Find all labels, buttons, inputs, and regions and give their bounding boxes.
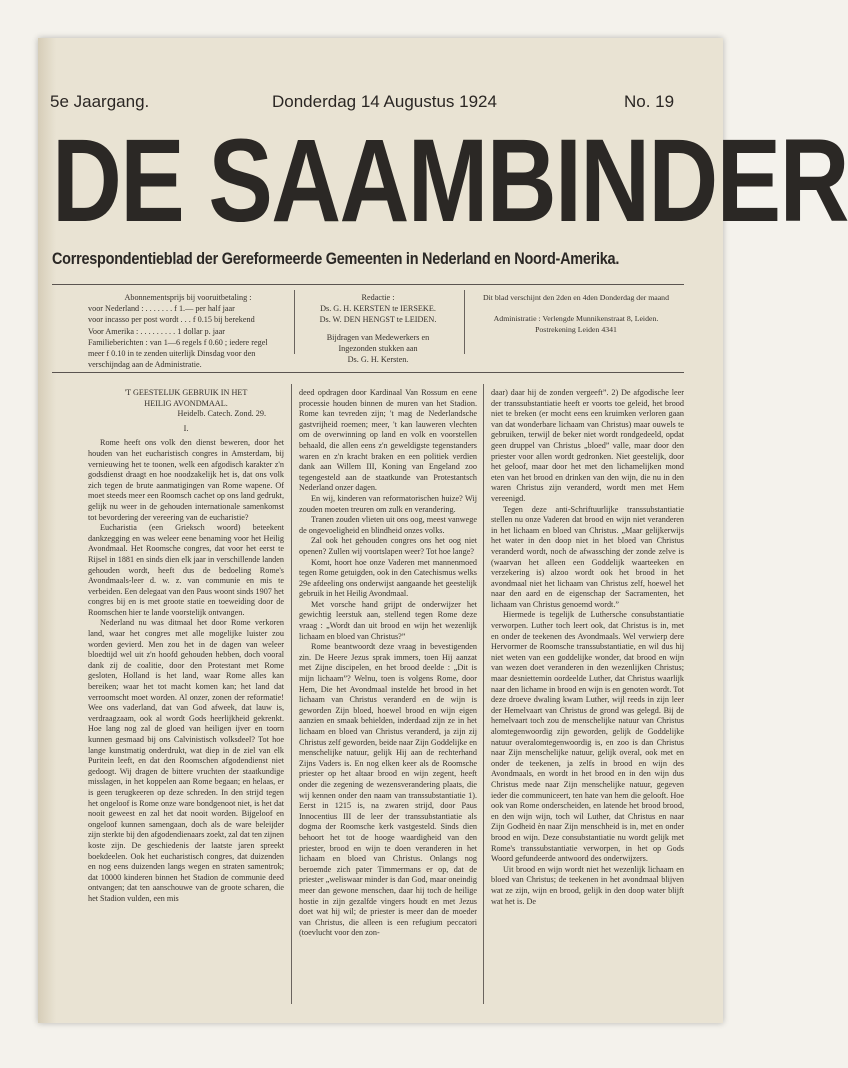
middle-rule — [52, 372, 684, 373]
subscription-box — [88, 292, 288, 370]
paragraph: daar) daar hij de zonden vergeeft”. 2) De afgodische leer der transsubstantiatie heeft er voorts toe geleid, het brood niet te breken (er mocht eens een kruimken verloren gaan van dat wonderbare lichaam van Christus) maar ouwels te gebruiken, terwijl de beker niet wordt rondgedeeld, opdat geen druppel van Christus „bloed” valle, maar door den priester voor allen wordt gedronken. Niet geestelijk, door het geloof, maar door het met den lichamelijken mond eten van het brood en drinken van den wijn, die nu in den waren Christus zijn veranderd, wordt men met Hem vereenigd. — [491, 388, 684, 503]
column-divider — [483, 384, 484, 1004]
subscription-line: voor Nederland : . . . . . . . f 1.— per half jaar — [88, 304, 235, 314]
paragraph: Eucharistia (een Grieksch woord) beteekent dankzegging en was weleer eene benaming voor het Heilig Avondmaal. Het Roomsche congres, dat voor het eerst te Rijsel in 1881 en sinds dien elk jaar in verschillende landen gehouden wordt, heeft dus de bedoeling Rome's Avondmaals-leer d. w. z. van communie en mis te verbeiden. Een delegaat van den Paus woont sinds 1907 het congres bij en is met groote statie en toeweiding door de Roomschen hier te lande voorstelijk ontvangen. — [88, 523, 284, 617]
publication-line: Postrekening Leiden 4341 — [535, 325, 617, 335]
subscription-line: meer f 0.10 in te zenden uiterlijk Dinsdag voor den — [88, 349, 256, 359]
paragraph: Zal ook het gehouden congres ons het oog niet openen? Zullen wij voortslapen weer? Tot hoe lange? — [299, 536, 477, 556]
subscription-line: voor incasso per post wordt . . . f 0.15 bij berekend — [88, 315, 255, 325]
paragraph: Tranen zouden vlieten uit ons oog, meest vanwege de ongevoeligheid en blindheid onzes volks. — [299, 515, 477, 535]
paragraph: En wij, kinderen van reformatorischen huize? Wij zouden moeten treuren om zulk en verandering. — [299, 493, 477, 514]
contrib-line: Ds. G. H. Kersten. — [347, 355, 409, 365]
paragraph: Nederland nu was ditmaal het door Rome verkoren land, waar het congres met alle mogelijke luister zou worden gevierd. Men zou het in de dagen van weleer bloedtijd wel uit z'n hoofd gehouden hebben, doch vooral dank zij de coalitie, door den Protestant met Rome gesloten, Holland is het land, waar Rome alles kan bereiken; waar het tot macht komen kan; het land dat verroomscht moet worden. Al onzer, zonen der reformatie! Wee ons vaderland, dat van God afweek, dat lauw is, verdraagzaam, ook al wordt Gods heerlijkheid gekrenkt. Hoe lang nog zal de gloed van heiligen ijver en toorn kunnen gesmaad bij ons Calvinistisch volksdeel? Tot hoe lange kunstmatig onderdrukt, wat diep in de ziel van elk Puritein leeft, en dat den Roomschen afgodendienst niet gedoogt. Wij dragen de bittere vruchten der staatkundige misslagen, in het koppelen aan Rome begaan; en helaas, er is geen terugkeeren op deze schreden. In den strijd tegen het ongeloof is Rome onze ware bondgenoot niet, is het dat nooit geweest en zal het dat nooit worden. Bijgeloof en ongeloof kunnen samengaan, doch als de ware beleijder zijn sterkte bij den afgodendienaars zoekt, zal dat ten zijnen koste zijn. De geschiedenis der laatste jaren spreekt boekdeelen. Ook het eucharistisch congres, dat duizenden en nog eens duizenden langs wegen en straten samentrok; dat 10000 kinderen binnen het Stadion de communie deed ontvangen; dat ten aanschouwe van de groote scharen, die het Stadion vulden, een mis — [88, 618, 284, 903]
issue-date: Donderdag 14 Augustus 1924 — [272, 92, 497, 111]
masthead-title: DE SAAMBINDER — [52, 115, 848, 247]
column-divider — [291, 384, 292, 1004]
subscription-line: Familieberichten : van 1—6 regels f 0.60 ; iedere regel — [88, 337, 268, 347]
article-title: HEILIG AVONDMAAL. — [144, 398, 228, 408]
info-divider — [464, 290, 465, 354]
contrib-line: Ingezonden stukken aan — [338, 343, 418, 353]
subscription-heading: Abonnementsprijs bij vooruitbetaling : — [124, 293, 252, 302]
paragraph: deed opdragen door Kardinaal Van Rossum en eene processie houden binnen de muren van het Stadion. Rome kan tevreden zijn; 't mag de Nederlandsche gastvrijheid roemen; meer, 't kan lauweren vlechten om de overwinning op land en volk en voorstellen behaald, die allen eens z'n geweldigste tegenstanders waren en z'n kracht braken en een politiek verdien dank aan Willem III, Koning van Engeland zoo tegengesteld aan de staatkunde van Protestantsch Nederland onzer dagen. — [299, 388, 477, 493]
paragraph: Komt, hoort hoe onze Vaderen met mannenmoed tegen Rome getuigden, ook in den Catechismus welks 29e afdeeling ons onderwijst aangaande het geestelijk gebruik in het Heilig Avondmaal. — [299, 557, 477, 599]
subscription-line: verschijndag aan de Administratie. — [88, 360, 202, 370]
issue-number: No. 19 — [624, 92, 675, 111]
article-title: 'T GEESTELIJK GEBRUIK IN HET — [124, 388, 248, 397]
paragraph: Tegen deze anti-Schriftuurlijke transsubstantiatie stellen nu onze Vaderen dat brood en wijn niet veranderen in het lichaam en bloed van Christus. „Maar gelijkerwijs het water in den doop niet in het bloed van Christus veranderd wordt, noch de afwassching der zonde zelve is (waarvan het alleen een Goddelijk waarteeken en verzekering is) alzoo wordt ook het brood in het avondmaal niet het lichaam van Christus zelf, hoewel het naar den aard en de eigenschap der Sacramenten, het lichaam van Christus genoemd wordt.” — [491, 504, 684, 609]
paragraph: Rome heeft ons volk den dienst beweren, door het houden van het eucharistisch congres in Amsterdam, bij vernieuwing het te toonen, welk een afgodisch karakter z'n godsdienst draagt en hoe noodzakelijk het is, dat ons volk zich tegen de brute aanmatigingen van Rome wapene. Of moet steeds meer een Roomsch cachet op ons land gedrukt, gelijk nu weer in de gehouden internationale samenkomst tot bevordering der vereering van de eucharistie? — [88, 438, 284, 522]
subscription-line: Voor Amerika : . . . . . . . . . 1 dollar p. jaar — [88, 326, 225, 336]
article-column-1 — [88, 388, 284, 1003]
editors-heading: Redactie : — [361, 293, 395, 302]
paragraph: Uit brood en wijn wordt niet het wezenlijk lichaam en bloed van Christus; de teekenen in het avondmaal blijven wat ze zijn, wijn en brood, gelijk in den doop water blijft wat het is. De — [491, 864, 684, 906]
info-divider — [294, 290, 295, 354]
publication-line: Administratie : Verlengde Munnikenstraat 8, Leiden. — [493, 314, 659, 324]
publication-line: Dit blad verschijnt den 2den en 4den Donderdag der maand — [483, 293, 669, 302]
editor-line: Ds. W. DEN HENGST te LEIDEN. — [319, 315, 437, 325]
top-rule — [52, 284, 684, 285]
paragraph: Met vorsche hand grijpt de onderwijzer het gewichtig leerstuk aan, stellend tegen Rome deze vraag : „Wordt dan uit brood en wijn het wezenlijk lichaam en bloed van Christus?” — [299, 599, 477, 641]
article-section: I. — [183, 423, 189, 433]
paragraph: Rome beantwoordt deze vraag in bevestigenden zin. De Heere Jezus sprak immers, toen Hij aanzat met Zijne discipelen, en het brood deelde : „Dit is mijn lichaam”? Welnu, toen is volgens Rome, door Hem, Die het Avondmaal instelde het brood in het lichaam van Christus veranderd en de wijn is geworden Zijn bloed, hoewel brood en wijn eigen aanzien en smaak behielden, inderdaad zijn ze in het lichaam en bloed van Christus veranderd, ja zijn zij Christus zelf geworden, beide naar Zijn Goddelijke en menschelijke natuur, gelijk Hij aan de rechterhand Zijns Vaders is. En nog elken keer als de Roomsche priester op het altaar brood en wijn zegent, heeft onder die zegening de wezensverandering plaats, die wij kennen onder den naam van transsubstantiatie 1). Eerst in 1215 is, na zwaren strijd, door Paus Innocentius III de leer der transsubstantiatie als dogma der Roomsche kerk vastgesteld. Sinds dien behoort het tot de hooge waardigheid van den priester, brood en wijn te doen veranderen in het lichaam en bloed van Christus. Onlangs nog beroemde zich pater Timmermans er op, dat de priester „weliswaar minder is dan God, maar oneindig meer dan gewone menschen, daar hij toch de heilige hostie in zijn gezalfde vingers houdt en met Jezus doet wat hij wil; de priester is meer dan de moeder van Christus, die alleen is een refugium peccatori (toevlucht voor den zon- — [299, 642, 477, 938]
publication-box — [468, 292, 684, 336]
article-source: Heidelb. Catech. Zond. 29. — [177, 409, 266, 419]
contrib-line: Bijdragen van Medewerkers en — [326, 332, 430, 342]
paragraph: Hiermede is tegelijk de Luthersche consubstantiatie verworpen. Luther toch leert ook, dat Christus is in, met en onder de teekenen des Avondmaals. Wel verwierp dere Hervormer de Roomsche transsubstantiatie, en wil dus hij niet weten van een goddelijke wonder, dat brood en wijn van wezen doet veranderen in den wezenlijken Christus; maar desniettemin oordeelde Luther, dat Christus waarlijk naar den lichame in brood en wijn is en genoten wordt. Tot deze droeve dwaling kwam Luther, wijl reeds in zijn leer der Hemelvaart van Christus de grond was gelegd. Bij de hemelvaart toch zou de menschelijke natuur van Christus alomtegenwoordig zijn geworden, gelijk de Goddelijke natuur overalomtegenwoordig is, en zoo is dan Christus naar Zijn menschelijke natuur, gelijk overal, ook met en onder de teekenen, ja zelfs in brood en wijn des Avondmaals, en wordt in het brood en in den wijn dus Christus mede naar Zijn menschelijke natuur, gegeven ieder die communiceert, ten hate van hem die gelooft. Hoe ook van Rome onderscheiden, en latende het brood brood, en den wijn wijn, toch wil Luther, dat Christus en naar Zijn Godheid èn naar Zijn menschheid is in, met en onder brood en wijn. Deze consubstantiatie nu wordt gelijk met Rome's transsubstantiatie verworpen, in het op Gods Woord gefundeerde antwoord des onderwijzers. — [491, 610, 684, 864]
article-column-2 — [299, 388, 477, 1003]
masthead-subtitle: Correspondentieblad der Gereformeerde Gemeenten in Nederland en Noord-Amerika. — [52, 249, 620, 268]
volume: 5e Jaargang. — [50, 92, 150, 111]
editors-box — [298, 292, 458, 365]
editor-line: Ds. G. H. KERSTEN te IERSEKE. — [320, 304, 436, 314]
article-column-3 — [491, 388, 684, 1003]
